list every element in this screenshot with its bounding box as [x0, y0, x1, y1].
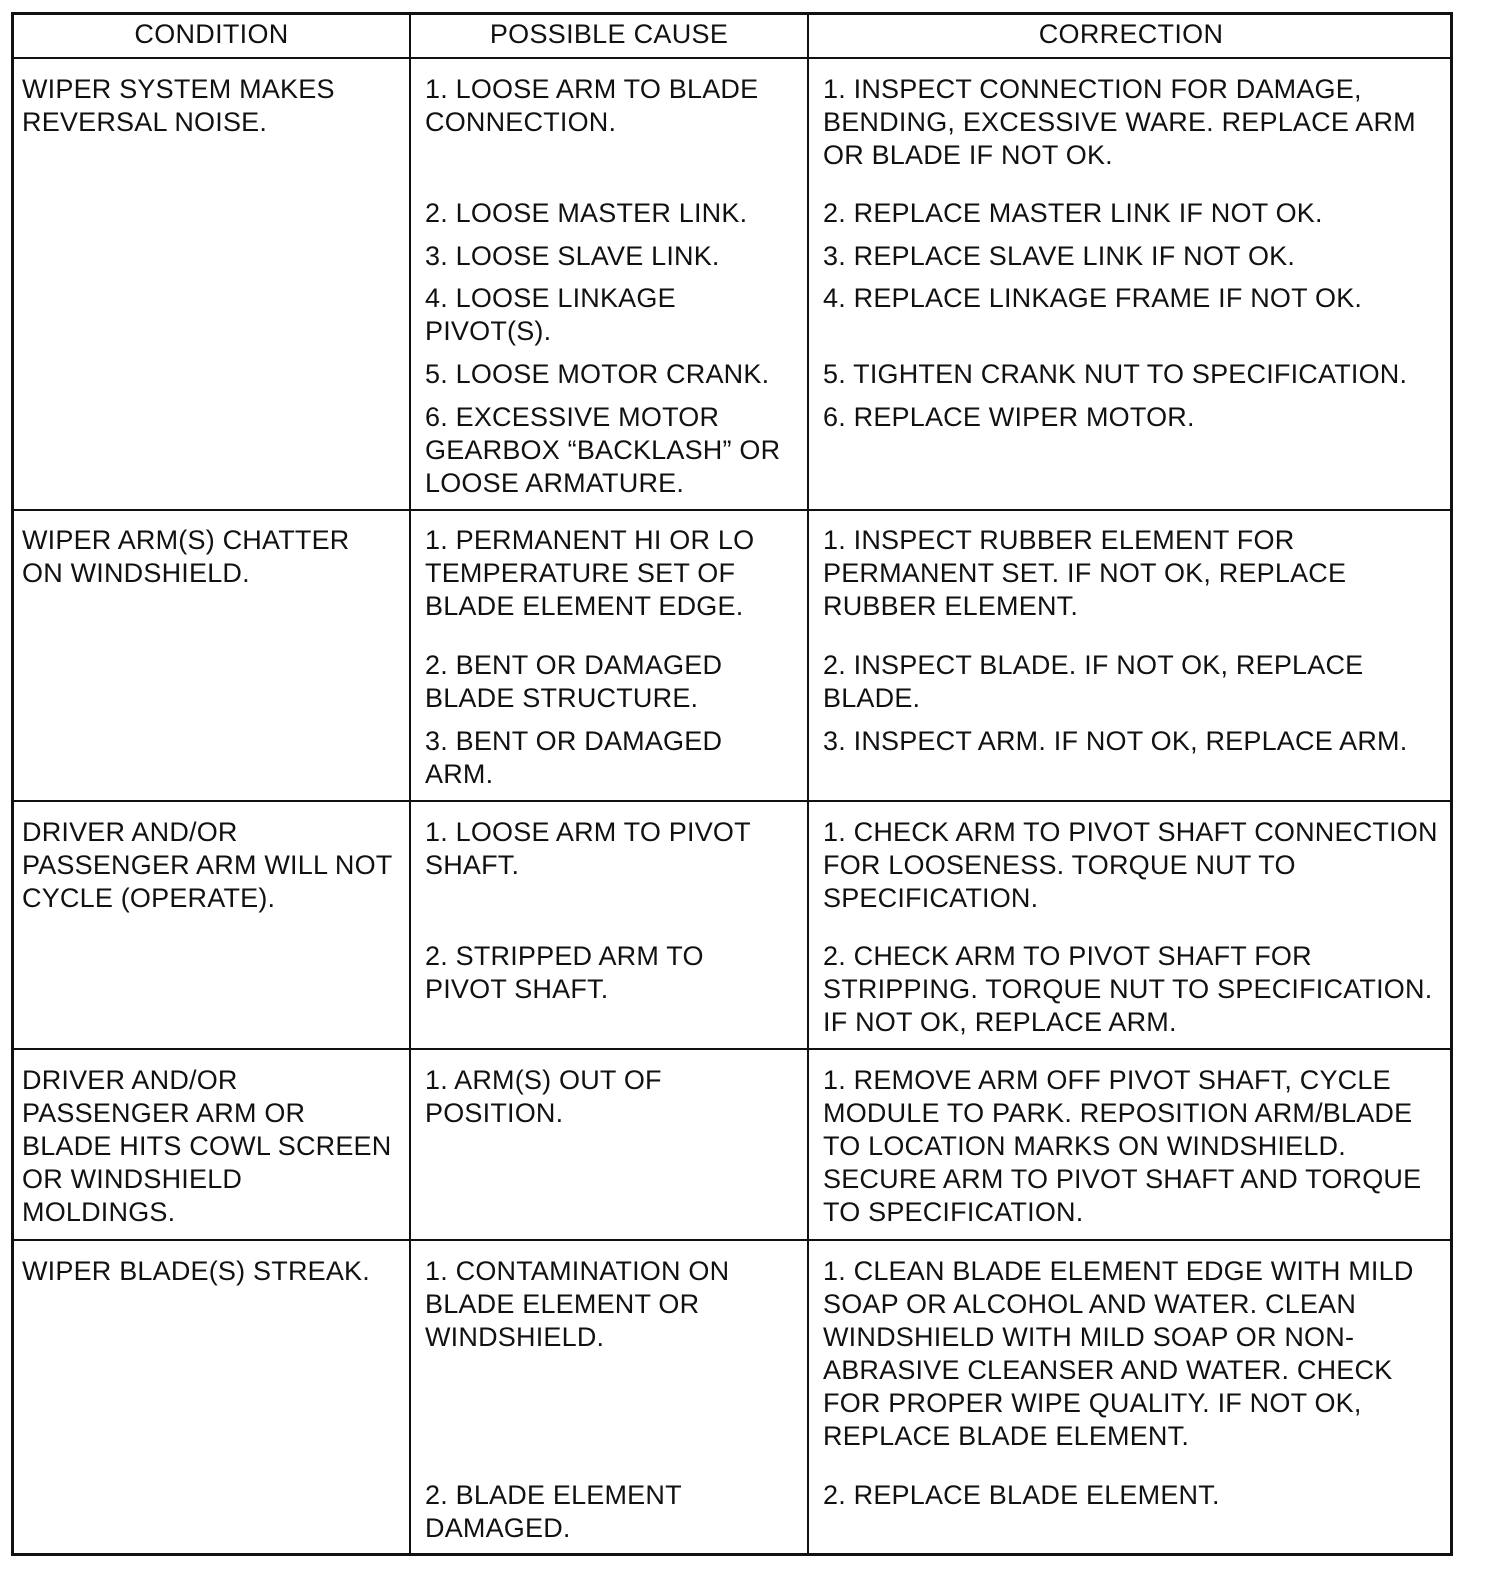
correction-text: RUBBER ELEMENT. — [823, 591, 1079, 621]
possible-cause-text: POSITION. — [425, 1098, 564, 1128]
correction-text: 3. REPLACE SLAVE LINK IF NOT OK. — [823, 241, 1296, 271]
possible-cause-text: 4. LOOSE LINKAGE — [425, 283, 676, 313]
correction-text: FOR PROPER WIPE QUALITY. IF NOT OK, — [823, 1388, 1362, 1418]
possible-cause-text: LOOSE ARMATURE. — [425, 468, 685, 498]
correction-text: SPECIFICATION. — [823, 883, 1039, 913]
possible-cause-text: PIVOT SHAFT. — [425, 974, 609, 1004]
correction-text: 1. INSPECT CONNECTION FOR DAMAGE, — [823, 74, 1362, 104]
correction-text: BLADE. — [823, 683, 921, 713]
correction-text: 1. REMOVE ARM OFF PIVOT SHAFT, CYCLE — [823, 1065, 1391, 1095]
correction-text: WINDSHIELD WITH MILD SOAP OR NON- — [823, 1322, 1355, 1352]
column-divider-1 — [409, 15, 411, 1553]
row-divider-3 — [14, 1048, 1450, 1050]
correction-text: 2. REPLACE MASTER LINK IF NOT OK. — [823, 198, 1323, 228]
header-condition: CONDITION — [134, 19, 289, 49]
correction-text: 1. CHECK ARM TO PIVOT SHAFT CONNECTION — [823, 817, 1438, 847]
possible-cause-text: 2. BENT OR DAMAGED — [425, 650, 723, 680]
possible-cause-text: 1. LOOSE ARM TO BLADE — [425, 74, 759, 104]
correction-text: ABRASIVE CLEANSER AND WATER. CHECK — [823, 1355, 1393, 1385]
possible-cause-text: 3. BENT OR DAMAGED — [425, 726, 723, 756]
correction-text: TO LOCATION MARKS ON WINDSHIELD. — [823, 1131, 1346, 1161]
condition-text: PASSENGER ARM WILL NOT — [22, 850, 393, 880]
possible-cause-text: GEARBOX “BACKLASH” OR — [425, 435, 781, 465]
correction-text: 2. INSPECT BLADE. IF NOT OK, REPLACE — [823, 650, 1364, 680]
possible-cause-text: BLADE ELEMENT EDGE. — [425, 591, 744, 621]
possible-cause-text: BLADE ELEMENT OR — [425, 1289, 700, 1319]
condition-text: WIPER SYSTEM MAKES — [22, 74, 335, 104]
condition-text: CYCLE (OPERATE). — [22, 883, 276, 913]
possible-cause-text: 1. PERMANENT HI OR LO — [425, 525, 755, 555]
possible-cause-text: 2. BLADE ELEMENT — [425, 1480, 682, 1510]
possible-cause-text: PIVOT(S). — [425, 316, 552, 346]
header-possible-cause: POSSIBLE CAUSE — [489, 19, 729, 49]
condition-text: DRIVER AND/OR — [22, 817, 238, 847]
column-divider-2 — [807, 15, 809, 1553]
possible-cause-text: 3. LOOSE SLAVE LINK. — [425, 241, 720, 271]
correction-text: 5. TIGHTEN CRANK NUT TO SPECIFICATION. — [823, 359, 1408, 389]
correction-text: 6. REPLACE WIPER MOTOR. — [823, 402, 1195, 432]
row-divider-1 — [14, 509, 1450, 511]
correction-text: PERMANENT SET. IF NOT OK, REPLACE — [823, 558, 1347, 588]
condition-text: ON WINDSHIELD. — [22, 558, 250, 588]
condition-text: BLADE HITS COWL SCREEN — [22, 1131, 392, 1161]
possible-cause-text: 2. STRIPPED ARM TO — [425, 941, 704, 971]
correction-text: IF NOT OK, REPLACE ARM. — [823, 1007, 1177, 1037]
row-divider-header — [14, 57, 1450, 59]
possible-cause-text: CONNECTION. — [425, 107, 617, 137]
correction-text: STRIPPING. TORQUE NUT TO SPECIFICATION. — [823, 974, 1433, 1004]
row-divider-2 — [14, 800, 1450, 802]
header-correction: CORRECTION — [1038, 19, 1224, 49]
possible-cause-text: SHAFT. — [425, 850, 520, 880]
condition-text: DRIVER AND/OR — [22, 1065, 238, 1095]
correction-text: 1. CLEAN BLADE ELEMENT EDGE WITH MILD — [823, 1256, 1414, 1286]
correction-text: SOAP OR ALCOHOL AND WATER. CLEAN — [823, 1289, 1357, 1319]
condition-text: REVERSAL NOISE. — [22, 107, 268, 137]
possible-cause-text: ARM. — [425, 759, 494, 789]
correction-text: BENDING, EXCESSIVE WARE. REPLACE ARM — [823, 107, 1416, 137]
possible-cause-text: DAMAGED. — [425, 1513, 571, 1543]
condition-text: WIPER BLADE(S) STREAK. — [22, 1256, 370, 1286]
possible-cause-text: BLADE STRUCTURE. — [425, 683, 699, 713]
correction-text: 4. REPLACE LINKAGE FRAME IF NOT OK. — [823, 283, 1363, 313]
condition-text: WIPER ARM(S) CHATTER — [22, 525, 350, 555]
condition-text: OR WINDSHIELD — [22, 1164, 243, 1194]
correction-text: TO SPECIFICATION. — [823, 1197, 1084, 1227]
condition-text: MOLDINGS. — [22, 1197, 176, 1227]
possible-cause-text: 5. LOOSE MOTOR CRANK. — [425, 359, 770, 389]
possible-cause-text: 2. LOOSE MASTER LINK. — [425, 198, 748, 228]
possible-cause-text: 1. LOOSE ARM TO PIVOT — [425, 817, 751, 847]
correction-text: OR BLADE IF NOT OK. — [823, 140, 1113, 170]
correction-text: 2. REPLACE BLADE ELEMENT. — [823, 1480, 1220, 1510]
row-divider-4 — [14, 1239, 1450, 1241]
correction-text: FOR LOOSENESS. TORQUE NUT TO — [823, 850, 1296, 880]
correction-text: 2. CHECK ARM TO PIVOT SHAFT FOR — [823, 941, 1312, 971]
correction-text: 3. INSPECT ARM. IF NOT OK, REPLACE ARM. — [823, 726, 1408, 756]
possible-cause-text: 6. EXCESSIVE MOTOR — [425, 402, 720, 432]
possible-cause-text: 1. CONTAMINATION ON — [425, 1256, 730, 1286]
possible-cause-text: WINDSHIELD. — [425, 1322, 605, 1352]
correction-text: 1. INSPECT RUBBER ELEMENT FOR — [823, 525, 1295, 555]
possible-cause-text: TEMPERATURE SET OF — [425, 558, 736, 588]
possible-cause-text: 1. ARM(S) OUT OF — [425, 1065, 662, 1095]
correction-text: MODULE TO PARK. REPOSITION ARM/BLADE — [823, 1098, 1413, 1128]
correction-text: SECURE ARM TO PIVOT SHAFT AND TORQUE — [823, 1164, 1422, 1194]
correction-text: REPLACE BLADE ELEMENT. — [823, 1421, 1190, 1451]
condition-text: PASSENGER ARM OR — [22, 1098, 306, 1128]
